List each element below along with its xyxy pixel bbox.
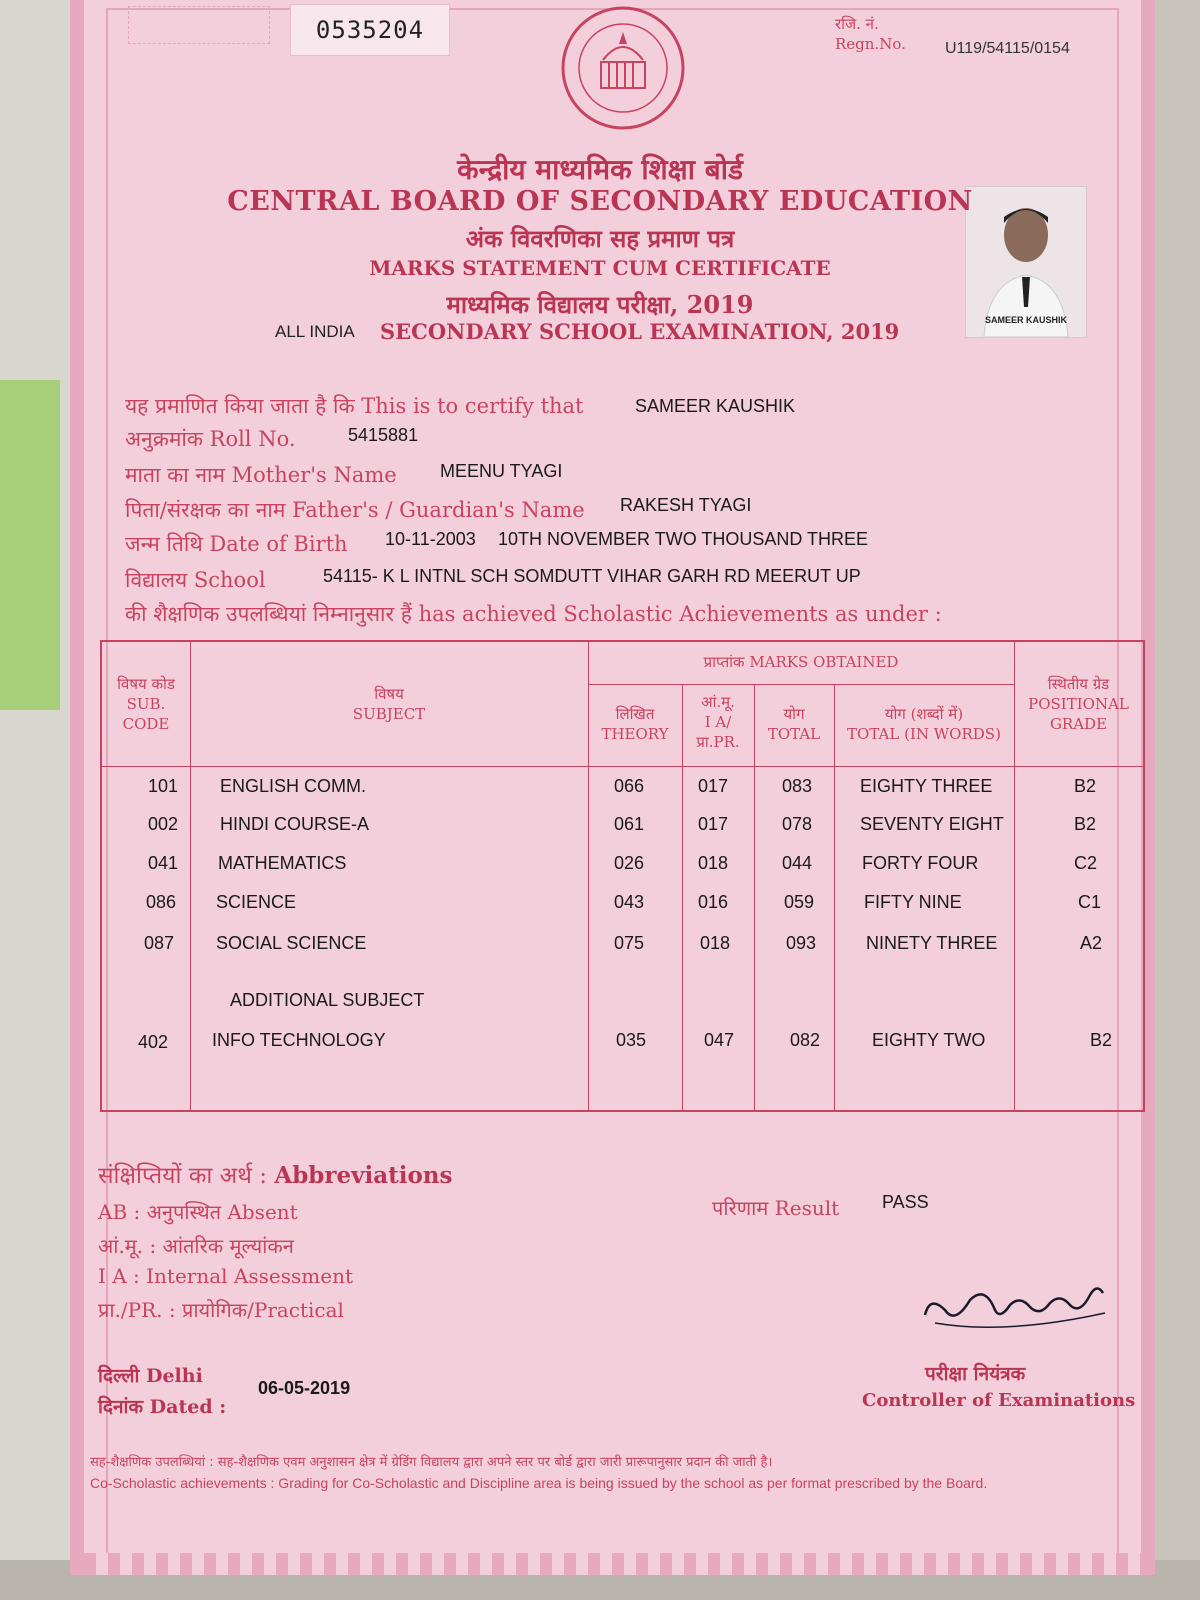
header-marks-obtained: प्राप्तांक MARKS OBTAINED [703,653,899,671]
row-theory: 043 [614,892,645,912]
row-total: 059 [784,892,815,912]
header-ia-en1: I A/ [704,713,732,731]
header-grade-en1: POSITIONAL [1028,695,1129,713]
roll-label: अनुक्रमांक Roll No. [125,427,296,451]
row-code: 087 [144,933,175,953]
row-subject: MATHEMATICS [218,853,347,873]
result-value: PASS [882,1192,929,1212]
abbreviation-item: I A : Internal Assessment [98,1264,353,1288]
row-words: SEVENTY EIGHT [860,814,1004,834]
row-ia: 018 [698,853,729,873]
additional-subject-label: ADDITIONAL SUBJECT [230,990,425,1010]
exam-title-hindi: माध्यमिक विद्यालय परीक्षा, 2019 [446,290,754,319]
row-subject: SOCIAL SCIENCE [216,933,367,953]
header-sub-code [102,674,190,734]
row-ia: 017 [698,776,729,796]
board-name-hindi: केन्द्रीय माध्यमिक शिक्षा बोर्ड [457,153,743,186]
row-grade: B2 [1074,776,1097,796]
row-ia: 017 [698,814,729,834]
header-grade-en2: GRADE [1049,715,1108,733]
header-subject [190,684,588,724]
row-words: FORTY FOUR [862,853,979,873]
city-label: दिल्ली Delhi [98,1365,203,1387]
serial-number: 0535204 [290,4,450,56]
header-total-english: TOTAL [767,725,821,743]
school-name: 54115- K L INTNL SCH SOMDUTT VIHAR GARH RD MEERUT UP [323,566,861,586]
cbse-emblem-icon [553,4,693,136]
row-subject: HINDI COURSE-A [220,814,370,834]
controller-title-english: Controller of Examinations [862,1390,1136,1411]
mother-label: माता का नाम Mother's Name [125,463,397,487]
dob-words: 10TH NOVEMBER TWO THOUSAND THREE [498,529,869,549]
roll-number: 5415881 [348,425,419,445]
row-subject: SCIENCE [216,892,297,912]
row-grade: C1 [1078,892,1102,912]
row-grade: A2 [1080,933,1103,953]
abbreviations-title [98,1158,452,1190]
row-code: 002 [148,814,179,834]
header-code-en1: SUB. [126,695,166,713]
header-total-hindi: योग [783,705,805,723]
header-words-hindi: योग (शब्दों में) [884,705,964,723]
row-code: 041 [148,853,179,873]
abbreviation-item: AB : अनुपस्थित Absent [98,1200,298,1224]
row-theory: 026 [614,853,645,873]
dob-label: जन्म तिथि Date of Birth [125,532,348,556]
header-subject-hindi: विषय [374,685,404,703]
row-words: EIGHTY TWO [872,1030,986,1050]
row-total: 082 [790,1030,821,1050]
row-words: NINETY THREE [866,933,998,953]
controller-title-hindi: परीक्षा नियंत्रक [925,1363,1026,1385]
row-words: FIFTY NINE [864,892,962,912]
header-words-english: TOTAL (IN WORDS) [847,725,1001,743]
achievements-text: की शैक्षणिक उपलब्धियां निम्नानुसार हैं has achieved Scholastic Achievements as under : [125,602,942,626]
row-code: 101 [148,776,179,796]
header-ia-en2: प्रा.PR. [696,733,740,751]
regn-label-hindi: रजि. नं. [835,15,879,33]
row-subject: INFO TECHNOLOGY [212,1030,386,1050]
regn-number: U119/54115/0154 [945,40,1070,57]
row-grade: B2 [1074,814,1097,834]
school-label: विद्यालय School [125,568,266,592]
mother-name: MEENU TYAGI [440,461,563,481]
certificate-wavy-edge [84,1553,1141,1575]
row-theory: 075 [614,933,645,953]
regn-label-english: Regn.No. [835,35,906,53]
row-code: 402 [138,1032,169,1052]
abbreviation-item: प्रा./PR. : प्रायोगिक/Practical [98,1298,344,1322]
abbreviations-title-english: Abbreviations [274,1162,453,1189]
abbreviation-item: आं.मू. : आंतरिक मूल्यांकन [98,1234,294,1258]
header-code-hindi: विषय कोड [117,675,175,693]
row-ia: 016 [698,892,729,912]
row-theory: 066 [614,776,645,796]
controller-signature [915,1265,1115,1345]
header-ia-pr [682,692,754,752]
document-title-hindi: अंक विवरणिका सह प्रमाण पत्र [465,224,735,253]
result-label: परिणाम Result [712,1196,840,1220]
header-theory [588,704,682,744]
father-label: पिता/संरक्षक का नाम Father's / Guardian's Name [125,498,585,522]
footer-note-english: Co-Scholastic achievements : Grading for Co-Scholastic and Discipline area is being issued by the school as per format prescribed by the Board. [90,1475,988,1491]
father-name: RAKESH TYAGI [620,495,752,515]
row-grade: B2 [1090,1030,1113,1050]
stamp-box [128,6,270,44]
row-theory: 061 [614,814,645,834]
row-ia: 018 [700,933,731,953]
all-india-label: ALL INDIA [275,322,355,341]
header-theory-hindi: लिखित [615,705,655,723]
row-theory: 035 [616,1030,647,1050]
marks-table [100,640,1145,1112]
issue-date: 06-05-2019 [258,1378,351,1398]
header-subject-english: SUBJECT [352,705,426,723]
row-subject: ENGLISH COMM. [220,776,367,796]
row-total: 083 [782,776,813,796]
footer-note-hindi: सह-शैक्षणिक उपलब्धियां : सह-शैक्षणिक एवम अनुशासन क्षेत्र में ग्रेडिंग विद्यालय द्वारा अपने स्तर पर बोर्ड द्वारा जारी प्रारूपानुसार प्रदान की जाती है। [90,1455,773,1470]
row-total: 044 [782,853,813,873]
row-grade: C2 [1074,853,1098,873]
header-ia-hindi: आं.मू. [701,693,735,711]
certify-label: यह प्रमाणित किया जाता है कि This is to certify that [125,394,584,418]
regn-label [835,14,906,54]
dated-label: दिनांक Dated : [98,1396,227,1418]
abbreviations-title-hindi: संक्षिप्तियों का अर्थ : [98,1163,268,1189]
header-total-words [834,704,1014,744]
row-words: EIGHTY THREE [860,776,993,796]
student-name: SAMEER KAUSHIK [635,396,796,416]
background-paper-green [0,380,60,710]
dob-value: 10-11-2003 [385,529,476,549]
row-code: 086 [146,892,177,912]
header-code-en2: CODE [122,715,170,733]
header-total [754,704,834,744]
row-total: 078 [782,814,813,834]
document-title-english: MARKS STATEMENT CUM CERTIFICATE [369,256,831,280]
header-grade-hindi: स्थितीय ग्रेड [1047,675,1110,693]
photo-caption: SAMEER KAUSHIK [984,315,1067,325]
board-name-english: CENTRAL BOARD OF SECONDARY EDUCATION [227,186,973,217]
header-theory-english: THEORY [601,725,669,743]
row-ia: 047 [704,1030,735,1050]
exam-title-english: SECONDARY SCHOOL EXAMINATION, 2019 [380,319,900,344]
header-positional-grade [1014,674,1143,734]
row-total: 093 [786,933,817,953]
